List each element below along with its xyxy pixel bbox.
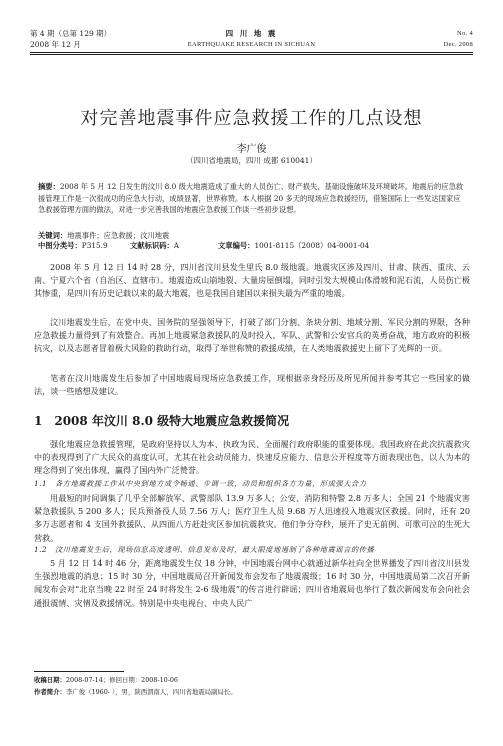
abstract-text: 2008 年 5 月 12 日发生的汶川 8.0 级大地震造成了重大的人员伤亡、财产损失，基础设施破坏及环境破坏。地震后的应急救援管理工作是一次很成功的应急大行动，成绩显著，世界称赞。本人根据 20 多天的现场应急救援经历，借鉴国际上一些发达国家应急救援管理方面的做法，对进一步完善我国的地震应急救援工作谈一些初步设想。 <box>38 182 464 215</box>
header-right <box>444 28 473 50</box>
subsection-heading-2: 1.2 汶川地震发生后，现场信息高度透明、信息发布及时，最大限度地遏制了各种地震谣言的传播 <box>34 545 375 554</box>
abstract-label: 摘要： <box>38 182 60 191</box>
body-paragraph-1: 2008 年 5 月 12 日 14 时 28 分，四川省汶川县发生里氏 8.0 级地震。地震灾区涉及四川、甘肃、陕西、重庆、云南、宁夏六个省（自治区、直辖市）。地震造成山崩地裂、大量房屋倒塌，同时引发大规模山体滑坡和泥石流，人员伤亡极其惨重，是四川有历史记载以来的最大地震，也是我国自建国以来损失最为严重的地震。 <box>34 262 470 299</box>
journal-date-en: Dec. 2008 <box>443 41 473 48</box>
classification-value: P315.9 <box>81 241 108 250</box>
bio-text: 李广俊（1960- ），男，陕西渭南人，四川省地震局副局长。 <box>65 688 237 696</box>
received-text: 2008-07-14；修回日期：2008-10-06 <box>65 676 178 684</box>
author-affiliation: （四川省地震局，四川 成都 610041） <box>186 156 317 165</box>
section-heading: 1 2008 年汶川 8.0 级特大地震应急救援简况 <box>34 414 290 428</box>
footnote-rule <box>34 671 124 672</box>
issue-date: 2008 年 12 月 <box>30 40 81 49</box>
journal-name-en: EARTHQUAKE RESEARCH IN SICHUAN <box>187 41 316 48</box>
document-code-label: 文献标识码： <box>130 241 174 250</box>
document-code-value: A <box>173 241 180 250</box>
classification-number <box>38 241 108 251</box>
keywords <box>38 230 169 241</box>
header-rule-thin <box>30 54 473 55</box>
paper-title: 对完善地震事件应急救援工作的几点设想 <box>80 108 423 129</box>
bio-label: 作者简介： <box>34 688 66 696</box>
header-center <box>30 28 473 50</box>
running-header <box>30 28 473 54</box>
subsection-heading-1: 1.1 各方地震救援工作从中央到地方成令畅通、步调一致，动员和组织各方力量，形成强大合力 <box>34 479 367 488</box>
classification-label: 中图分类号： <box>38 241 82 250</box>
issue-number: 第 4 期（总第 129 期） <box>30 29 112 38</box>
abstract <box>38 181 467 216</box>
body-paragraph-3: 笔者在汶川地震发生后参加了中国地震局现场应急救援工作，现根据亲身经历及所见所闻并参考其它一些国家的做法，谈一些感想及建议。 <box>34 373 470 397</box>
author-name: 李广俊 <box>236 144 267 155</box>
journal-number: No. 4 <box>457 30 473 37</box>
body-paragraph-6: 5 月 12 日 14 时 46 分，距离地震发生仅 18 分钟，中国地震台网中心就通过新华社向全世界播发了四川省汶川县发生强烈地震的消息；15 时 30 分，中国地震局召开新闻发布会发布了地震震级；16 时 30 分，中国地震局第二次召开新闻发布会对“北京当晚 22 时至 24 时将发生 2-6 级地震”的传言进行辟谣；四川省地震局也举行了数次新闻发布会向社会通报震情、灾情及救援情况。特别是中央电视台、中央人民广 <box>34 558 470 608</box>
article-number-label: 文章编号： <box>218 241 255 250</box>
document-code <box>130 241 179 251</box>
received-label: 收稿日期： <box>34 676 66 684</box>
footnote-received <box>34 676 178 685</box>
footnote-author-bio <box>34 688 237 697</box>
keywords-text: 地震事件；应急救援；汶川地震 <box>67 231 170 240</box>
keywords-label: 关键词： <box>38 231 68 240</box>
header-rule <box>30 52 473 53</box>
body-paragraph-4: 强化地震应急救援管理，是政府坚持以人为本、执政为民、全面履行政府职能的重要体现。我国政府在此次抗震救灾中的表现得到了广大民众的高度认可，尤其在社会动员能力、快速反应能力、信息公开程度等方面表现出色，以人为本的理念得到了突出体现，赢得了国内外广泛赞誉。 <box>34 439 470 476</box>
journal-name: 四 川 地 震 <box>225 29 278 38</box>
body-paragraph-5: 用最短的时间调集了几乎全部解放军、武警部队 13.9 万多人；公安、消防和特警 2.8 万多人；全国 21 个地震灾害紧急救援队 5 200 多人；民兵预备役人员 7.56 万人；医疗卫生人员 9.68 万人迅速投入地震灾区救援。同时，还有 20 多万志愿者和 4 支国外救援队、从四面八方赶赴灾区参加抗震救灾。他们争分夺秒，展开了史无前例、可歌可泣的生死大营救。 <box>34 493 470 543</box>
article-number <box>218 241 369 251</box>
article-number-value: 1001-8115（2008）04-0001-04 <box>254 241 370 250</box>
body-paragraph-2: 汶川地震发生后，在党中央、国务院的坚强领导下，打破了部门分割、条块分割、地域分割、军民分割的界限，各种应急救援力量得到了有效整合。再加上地震紧急救援队的及时投入，军队、武警和公安官兵的英勇奋战，地方政府的积极抗灾，以及志愿者冒着极大风险的救助行动，取得了举世称赞的救援成绩，在人类地震救援史上留下了光辉的一页。 <box>34 317 470 354</box>
